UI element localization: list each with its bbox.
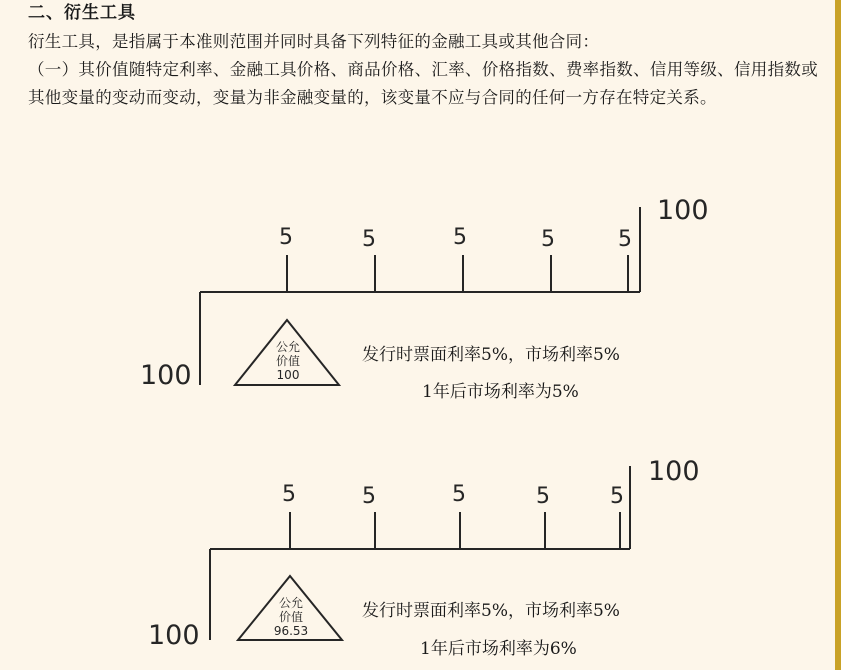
diagram-1-end-value: 100	[657, 195, 709, 226]
diagram-1-coupon-4: 5	[541, 227, 555, 252]
diagram-1-coupon-1: 5	[279, 225, 293, 250]
diagram-2-coupon-1: 5	[282, 482, 296, 507]
diagram-2-coupon-4: 5	[536, 484, 550, 509]
diagram-1-start-value: 100	[140, 360, 192, 391]
diagram-2-end-value: 100	[648, 456, 700, 487]
diagram-1-coupon-2: 5	[362, 227, 376, 252]
paragraph-intro: 衍生工具，是指属于本准则范围并同时具备下列特征的金融工具或其他合同：	[28, 32, 600, 51]
diagram-1-coupon-3: 5	[453, 225, 467, 250]
diagram-2-note-2: 1年后市场利率为6%	[420, 639, 577, 659]
text-content	[28, 0, 818, 112]
diagram-2-triangle-line1: 公允	[278, 596, 303, 610]
diagram-2-coupon-5: 5	[610, 484, 624, 509]
section-heading: 二、衍生工具	[28, 3, 136, 23]
diagram-1-triangle-line1: 公允	[275, 340, 300, 354]
diagram-2	[0, 448, 841, 670]
diagram-2-note-1: 发行时票面利率5%，市场利率5%	[362, 601, 620, 621]
diagram-2-coupon-3: 5	[452, 482, 466, 507]
diagram-2-triangle-label	[262, 596, 320, 638]
paragraph-item-1: （一）其价值随特定利率、金融工具价格、商品价格、汇率、价格指数、费率指数、信用等级、信用指数或其他变量的变动而变动，变量为非金融变量的，该变量不应与合同的任何一方存在特定关系。	[28, 60, 818, 107]
diagram-2-start-value: 100	[148, 620, 200, 651]
diagram-1-triangle-line2: 价值	[275, 354, 300, 368]
diagram-1-triangle-label	[260, 340, 316, 382]
diagram-1-note-2: 1年后市场利率为5%	[422, 382, 579, 402]
diagram-1-note-1: 发行时票面利率5%，市场利率5%	[362, 345, 620, 365]
diagram-1-coupon-5: 5	[618, 227, 632, 252]
diagram-2-triangle-line2: 价值	[278, 610, 303, 624]
diagram-1-triangle-line3: 100	[276, 368, 300, 382]
diagram-2-coupon-2: 5	[362, 484, 376, 509]
diagram-1-graphic	[0, 185, 841, 415]
diagram-1	[0, 185, 841, 415]
diagram-2-triangle-line3: 96.53	[273, 624, 309, 638]
